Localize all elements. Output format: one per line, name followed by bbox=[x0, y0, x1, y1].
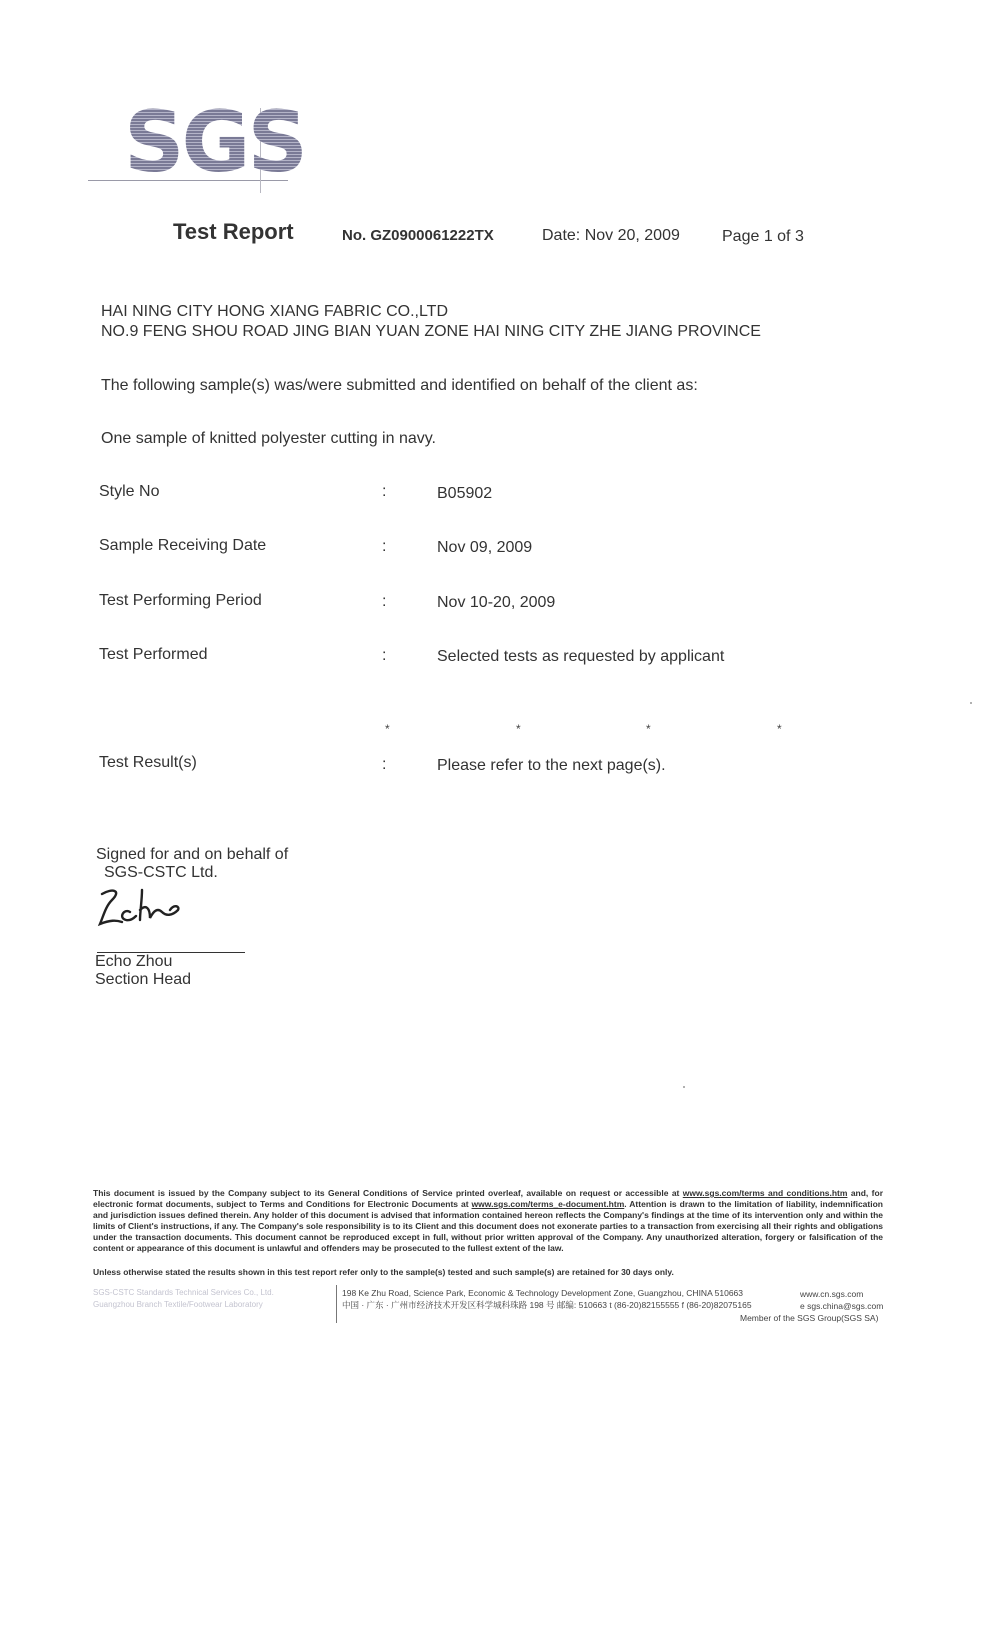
field-label-style-no: Style No bbox=[99, 483, 160, 500]
footer-website[interactable]: www.cn.sgs.com bbox=[800, 1289, 864, 1299]
field-value-test-performed: Selected tests as requested by applicant bbox=[437, 648, 725, 665]
sgs-logo bbox=[88, 93, 305, 200]
disclaimer-text: This document is issued by the Company subject to its General Conditions of Service printed overleaf, available on request or accessible at www.sgs.com/terms and conditions.htm and, for electronic format documents, subject to Terms and Conditions for Electronic Documents at www.sgs.com/terms_e-document.htm. Attention is drawn to the limitation of liability, indemnification and jurisdiction issues defined therein. Any holder of this document is advised that information contained hereon reflects the Company's findings at the time of its intervention only and within the limits of Client's instructions, if any. The Company's sole responsibility is to its Client and this document does not exonerate parties to a transaction from exercising all their rights and obligations under the transaction documents. This document cannot be reproduced except in full, without prior written approval of the Company. Any unauthorized alteration, forgery or falsification of the content or appearance of this document is unlawful and offenders may be prosecuted to the fullest extent of the law. bbox=[93, 1188, 884, 1253]
separator-star: * bbox=[385, 722, 390, 736]
field-label-test-performed: Test Performed bbox=[99, 646, 208, 663]
handwritten-signature bbox=[96, 880, 196, 940]
field-label-receiving-date: Sample Receiving Date bbox=[99, 537, 267, 554]
separator-star: * bbox=[777, 722, 782, 736]
report-date: Date: Nov 20, 2009 bbox=[542, 227, 680, 244]
signer-title: Section Head bbox=[95, 971, 192, 988]
client-address: NO.9 FENG SHOU ROAD JING BIAN YUAN ZONE HAI NING CITY ZHE JIANG PROVINCE bbox=[101, 323, 761, 340]
field-label-performing-period: Test Performing Period bbox=[99, 592, 262, 609]
separator-star: * bbox=[646, 722, 651, 736]
field-colon: : bbox=[382, 538, 387, 555]
terms-link[interactable]: www.sgs.com/terms and conditions.htm bbox=[682, 1188, 848, 1198]
intro-text: The following sample(s) was/were submitted and identified on behalf of the client as: bbox=[101, 377, 698, 394]
field-value-style-no: B05902 bbox=[437, 485, 493, 502]
report-title: Test Report bbox=[173, 219, 294, 244]
sample-description: One sample of knitted polyester cutting in navy. bbox=[101, 430, 436, 447]
separator-star: * bbox=[516, 722, 521, 736]
page-indicator: Page 1 of 3 bbox=[722, 228, 804, 245]
field-colon: : bbox=[382, 756, 387, 773]
field-colon: : bbox=[382, 593, 387, 610]
signed-on-behalf bbox=[96, 846, 288, 882]
client-name: HAI NING CITY HONG XIANG FABRIC CO.,LTD bbox=[101, 303, 449, 320]
e-document-terms-link[interactable]: www.sgs.com/terms_e-document.htm bbox=[471, 1199, 625, 1209]
signed-line-2: SGS-CSTC Ltd. bbox=[104, 864, 218, 881]
footer-divider bbox=[336, 1285, 337, 1323]
signed-line-1: Signed for and on behalf of bbox=[96, 846, 289, 863]
retention-notice: Unless otherwise stated the results shown in this test report refer only to the sample(s) tested and such sample(s) are retained for 30 days only. bbox=[93, 1267, 674, 1277]
field-label-test-results: Test Result(s) bbox=[99, 754, 197, 771]
scan-speck bbox=[683, 1086, 685, 1088]
signer-name: Echo Zhou bbox=[95, 953, 173, 970]
footer-address-en: 198 Ke Zhu Road, Science Park, Economic & Technology Development Zone, Guangzhou, CHINA 510663 bbox=[342, 1288, 743, 1298]
footer-address-cn: 中国 · 广东 · 广州市经济技术开发区科学城科珠路 198 号 邮编: 510663 t (86-20)82155555 f (86-20)82075165 bbox=[342, 1300, 752, 1310]
field-colon: : bbox=[382, 647, 387, 664]
logo-text: SGS bbox=[124, 93, 305, 191]
field-value-test-results: Please refer to the next page(s). bbox=[437, 757, 666, 774]
field-value-performing-period: Nov 10-20, 2009 bbox=[437, 594, 556, 611]
footer-contact bbox=[800, 1288, 883, 1312]
signer bbox=[95, 953, 191, 989]
footer-email[interactable]: e sgs.china@sgs.com bbox=[800, 1301, 884, 1311]
field-value-receiving-date: Nov 09, 2009 bbox=[437, 539, 533, 556]
footer-company: SGS-CSTC Standards Technical Services Co., Ltd. Guangzhou Branch Textile/Footwear Laboratory bbox=[93, 1288, 274, 1309]
report-number: No. GZ0900061222TX bbox=[342, 227, 494, 244]
footer-address bbox=[342, 1287, 752, 1311]
field-colon: : bbox=[382, 483, 387, 500]
scan-speck bbox=[970, 702, 972, 704]
footer-member: Member of the SGS Group(SGS SA) bbox=[740, 1313, 879, 1323]
